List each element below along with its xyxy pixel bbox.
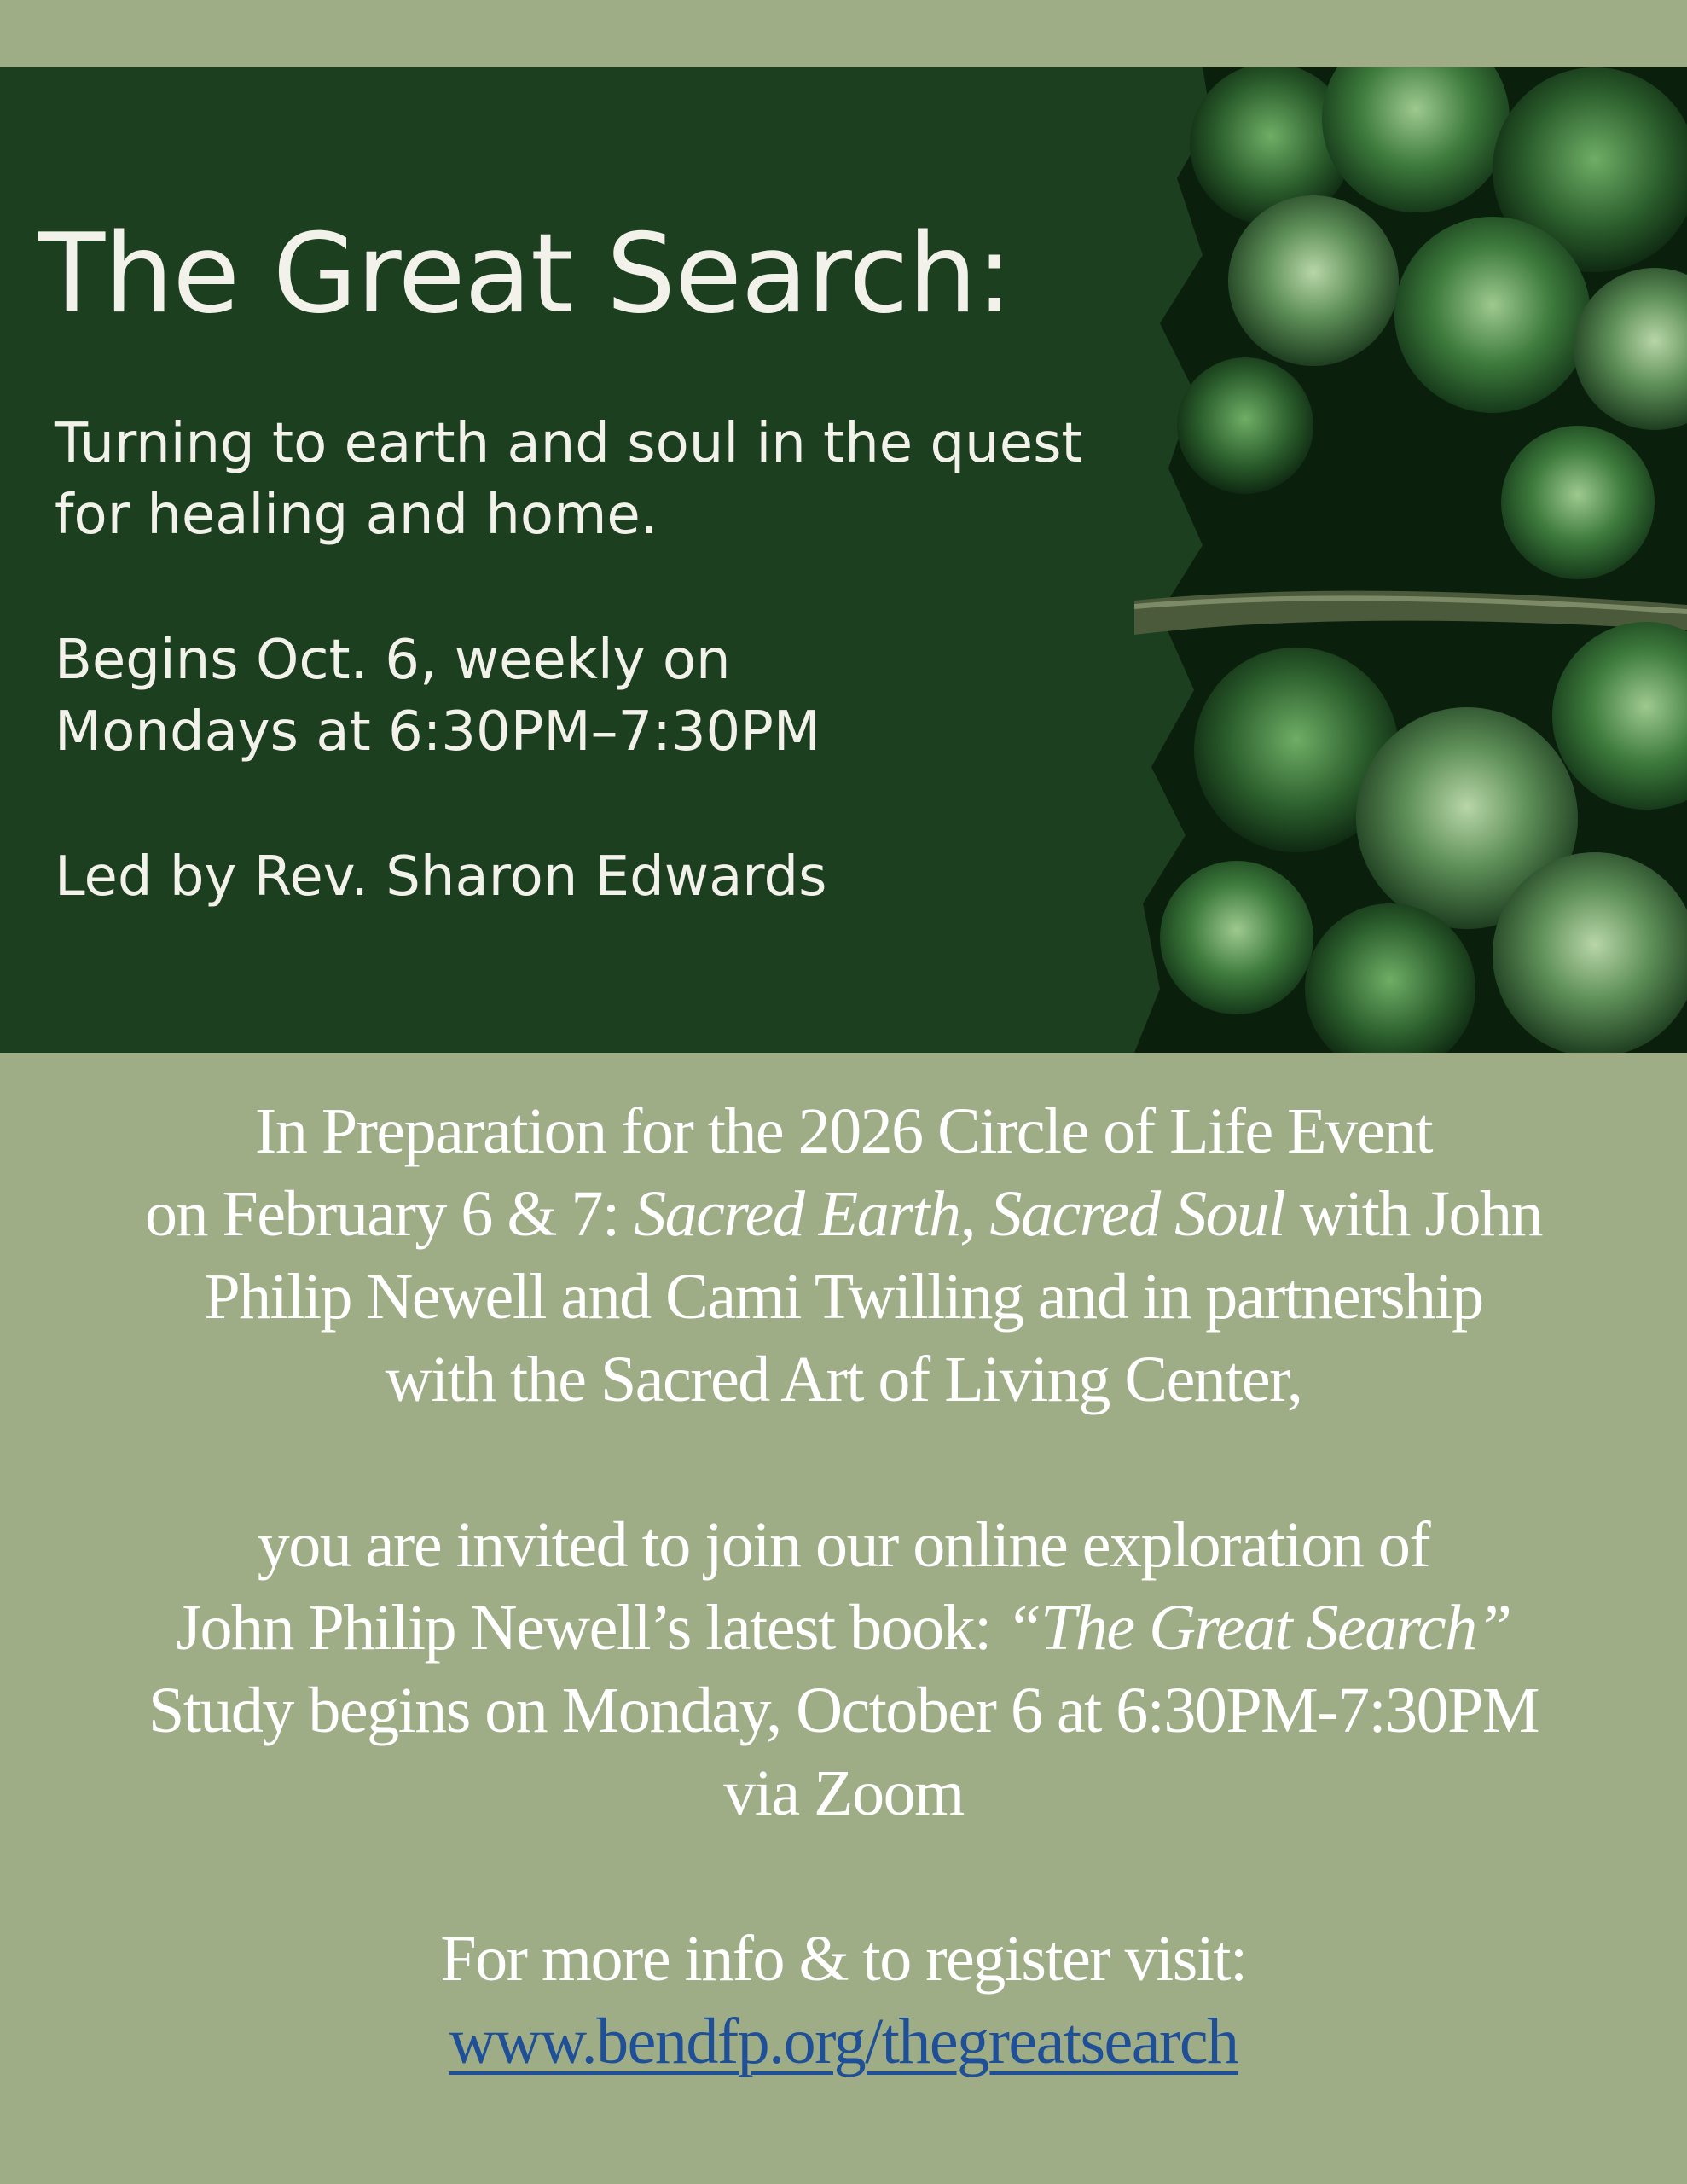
event-title-italic: Sacred Earth, Sacred Soul [634,1178,1285,1250]
banner-leader: Led by Rev. Sharon Edwards [55,845,827,909]
body-line: via Zoom [723,1757,964,1829]
banner-tagline [55,408,1083,551]
body-line: Study begins on Monday, October 6 at 6:30PM-7:30PM [148,1675,1539,1746]
body-line [34,1587,1653,1670]
banner-schedule [55,624,820,768]
body-line: Philip Newell and Cami Twilling and in partnership [204,1261,1483,1333]
spacer [34,1835,1653,1918]
register-link[interactable]: www.bendfp.org/thegreatsearch [449,2006,1238,2077]
body-text: with John [1284,1178,1542,1250]
body-line: In Preparation for the 2026 Circle of Life Event [255,1095,1432,1167]
schedule-line: Mondays at 6:30PM–7:30PM [55,700,821,764]
body-line: you are invited to join our online exploration of [257,1509,1430,1581]
spacer [34,1421,1653,1504]
body-line: with the Sacred Art of Living Center, [385,1344,1302,1415]
body-text: John Philip Newell’s latest book: [176,1592,1006,1664]
banner-title: The Great Search: [38,211,1012,338]
schedule-line: Begins Oct. 6, weekly on [55,629,731,692]
forest-photo [1134,67,1687,1053]
event-description [34,1090,1653,2083]
book-title-italic: “The Great Search” [1006,1592,1511,1664]
tagline-line: Turning to earth and soul in the quest [55,412,1083,475]
register-text: For more info & to register visit: [440,1923,1247,1995]
body-text: on February 6 & 7: [145,1178,635,1250]
tagline-line: for healing and home. [55,484,658,547]
body-line [34,1173,1653,1256]
header-banner [0,67,1687,1053]
